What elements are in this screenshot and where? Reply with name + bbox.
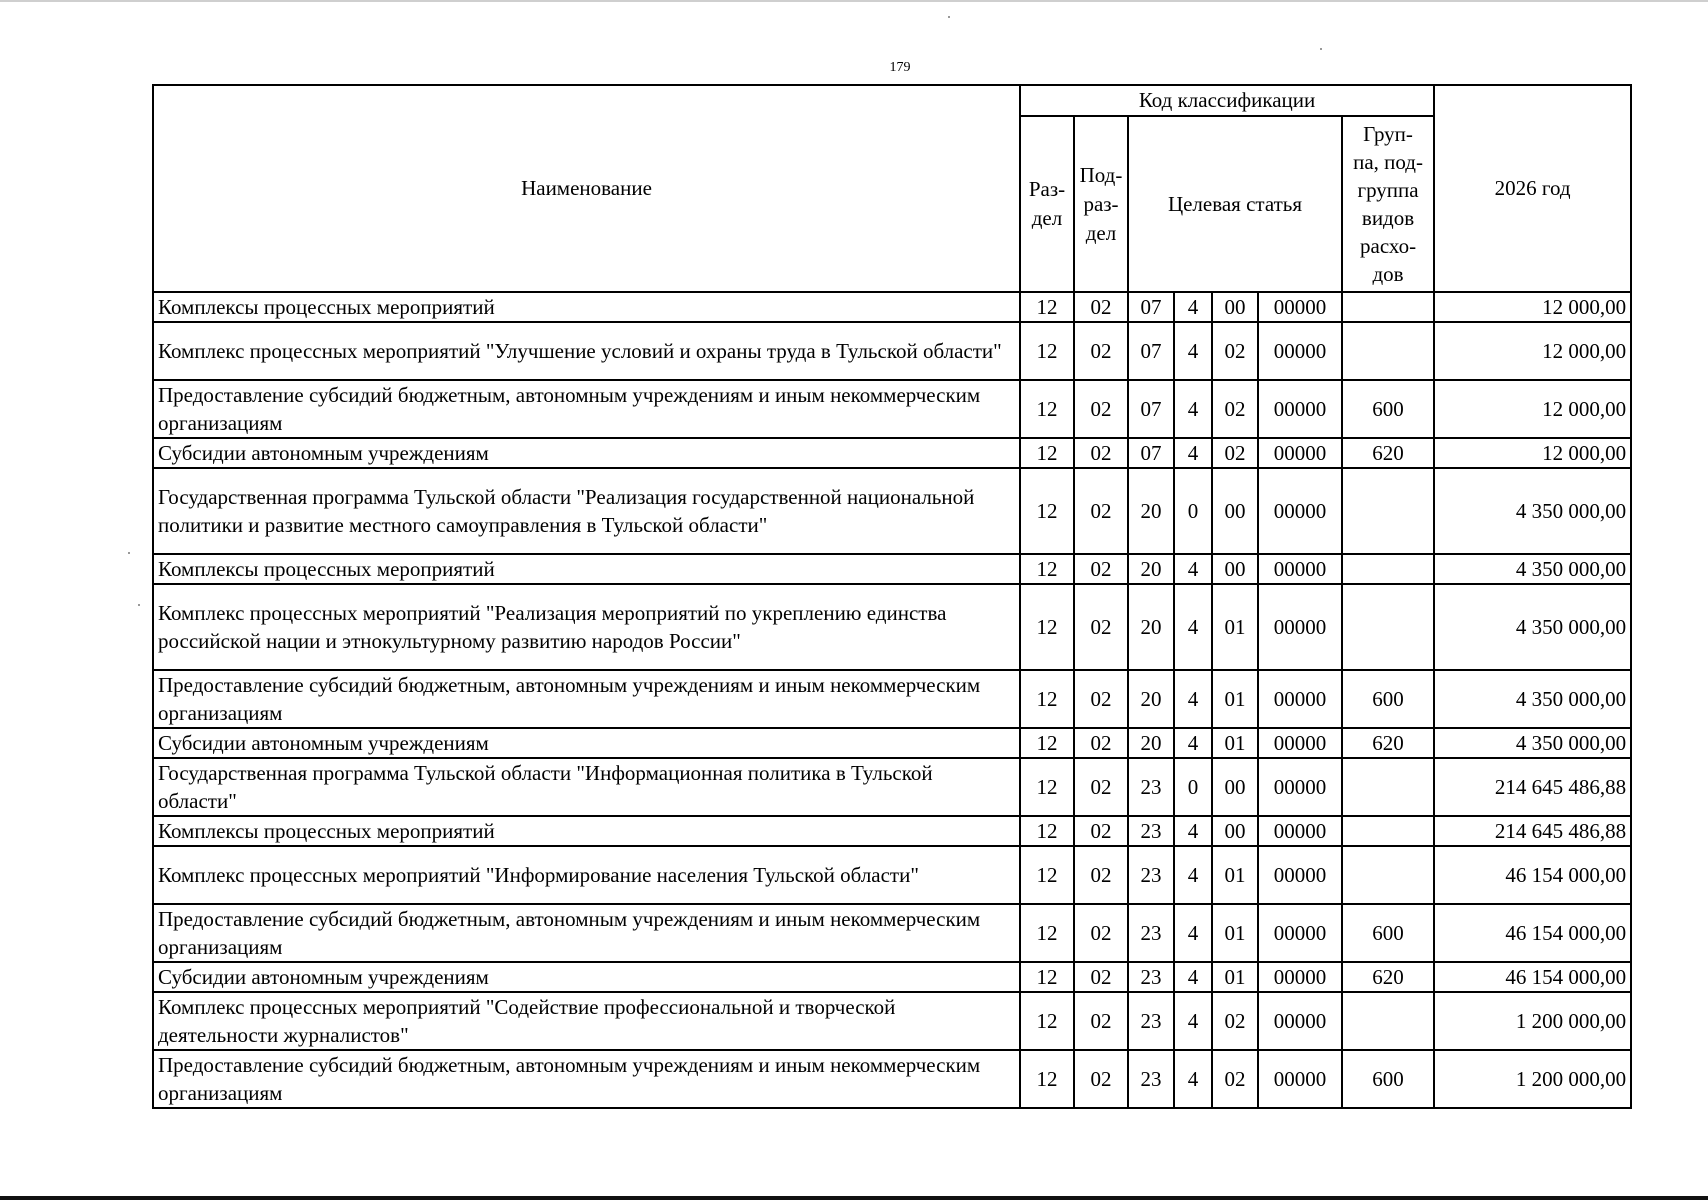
cell-expense-group: 600 <box>1342 670 1434 728</box>
cell-target-program: 20 <box>1128 728 1174 758</box>
cell-target-subprogram: 00 <box>1212 468 1258 554</box>
cell-target-program: 20 <box>1128 584 1174 670</box>
cell-target-program: 23 <box>1128 962 1174 992</box>
scan-speck <box>948 16 950 18</box>
cell-podrazdel: 02 <box>1074 1050 1128 1108</box>
cell-expense-group <box>1342 846 1434 904</box>
cell-target-subprogram: 01 <box>1212 846 1258 904</box>
cell-target-type: 4 <box>1174 380 1212 438</box>
cell-target-program: 23 <box>1128 846 1174 904</box>
cell-amount: 1 200 000,00 <box>1434 992 1631 1050</box>
cell-target-subprogram: 01 <box>1212 728 1258 758</box>
cell-expense-group <box>1342 584 1434 670</box>
cell-podrazdel: 02 <box>1074 322 1128 380</box>
cell-name: Предоставление субсидий бюджетным, автономным учреждениям и иным некоммерческим организациям <box>153 380 1020 438</box>
cell-target-type: 4 <box>1174 728 1212 758</box>
cell-target-direction: 00000 <box>1258 816 1342 846</box>
cell-amount: 12 000,00 <box>1434 292 1631 322</box>
header-year: 2026 год <box>1434 85 1631 292</box>
cell-target-type: 4 <box>1174 1050 1212 1108</box>
table-row <box>153 322 1631 380</box>
cell-expense-group: 620 <box>1342 728 1434 758</box>
cell-target-program: 23 <box>1128 816 1174 846</box>
cell-name: Субсидии автономным учреждениям <box>153 728 1020 758</box>
cell-name: Комплекс процессных мероприятий "Улучшение условий и охраны труда в Тульской области" <box>153 322 1020 380</box>
cell-expense-group <box>1342 292 1434 322</box>
cell-target-direction: 00000 <box>1258 904 1342 962</box>
cell-target-direction: 00000 <box>1258 468 1342 554</box>
cell-target-type: 0 <box>1174 468 1212 554</box>
cell-name: Субсидии автономным учреждениям <box>153 962 1020 992</box>
cell-amount: 4 350 000,00 <box>1434 468 1631 554</box>
table-row <box>153 380 1631 438</box>
cell-razdel: 12 <box>1020 728 1074 758</box>
cell-target-direction: 00000 <box>1258 728 1342 758</box>
cell-target-subprogram: 00 <box>1212 816 1258 846</box>
cell-razdel: 12 <box>1020 846 1074 904</box>
cell-target-program: 23 <box>1128 992 1174 1050</box>
cell-podrazdel: 02 <box>1074 670 1128 728</box>
cell-target-subprogram: 02 <box>1212 438 1258 468</box>
cell-name: Предоставление субсидий бюджетным, автономным учреждениям и иным некоммерческим организациям <box>153 904 1020 962</box>
cell-name: Комплекс процессных мероприятий "Содействие профессиональной и творческой деятельности журналистов" <box>153 992 1020 1050</box>
cell-razdel: 12 <box>1020 584 1074 670</box>
cell-amount: 4 350 000,00 <box>1434 554 1631 584</box>
cell-expense-group <box>1342 322 1434 380</box>
cell-target-subprogram: 02 <box>1212 992 1258 1050</box>
cell-name: Комплексы процессных мероприятий <box>153 554 1020 584</box>
cell-target-type: 4 <box>1174 438 1212 468</box>
cell-podrazdel: 02 <box>1074 728 1128 758</box>
table-row <box>153 468 1631 554</box>
cell-razdel: 12 <box>1020 292 1074 322</box>
cell-target-program: 20 <box>1128 468 1174 554</box>
cell-target-program: 07 <box>1128 380 1174 438</box>
table-row <box>153 846 1631 904</box>
cell-target-subprogram: 02 <box>1212 1050 1258 1108</box>
cell-target-program: 07 <box>1128 292 1174 322</box>
cell-target-type: 4 <box>1174 962 1212 992</box>
cell-target-program: 23 <box>1128 758 1174 816</box>
cell-target-direction: 00000 <box>1258 292 1342 322</box>
cell-expense-group <box>1342 554 1434 584</box>
table-row <box>153 728 1631 758</box>
cell-name: Предоставление субсидий бюджетным, автономным учреждениям и иным некоммерческим организациям <box>153 1050 1020 1108</box>
cell-target-direction: 00000 <box>1258 846 1342 904</box>
scan-speck <box>1320 48 1322 50</box>
cell-name: Государственная программа Тульской области "Информационная политика в Тульской области" <box>153 758 1020 816</box>
header-expense-group: Груп- па, под- группа видов расхо- дов <box>1342 116 1434 292</box>
cell-target-type: 4 <box>1174 904 1212 962</box>
cell-razdel: 12 <box>1020 380 1074 438</box>
cell-expense-group: 620 <box>1342 962 1434 992</box>
cell-name: Комплексы процессных мероприятий <box>153 816 1020 846</box>
header-target-article: Целевая статья <box>1128 116 1342 292</box>
cell-target-direction: 00000 <box>1258 758 1342 816</box>
cell-podrazdel: 02 <box>1074 554 1128 584</box>
table-row <box>153 670 1631 728</box>
cell-amount: 46 154 000,00 <box>1434 962 1631 992</box>
cell-razdel: 12 <box>1020 1050 1074 1108</box>
cell-target-program: 23 <box>1128 1050 1174 1108</box>
budget-table <box>152 84 1632 1109</box>
cell-target-direction: 00000 <box>1258 554 1342 584</box>
cell-expense-group <box>1342 816 1434 846</box>
cell-podrazdel: 02 <box>1074 468 1128 554</box>
cell-target-subprogram: 02 <box>1212 380 1258 438</box>
cell-expense-group: 600 <box>1342 380 1434 438</box>
cell-target-subprogram: 00 <box>1212 554 1258 584</box>
header-razdel: Раз- дел <box>1020 116 1074 292</box>
cell-razdel: 12 <box>1020 670 1074 728</box>
cell-podrazdel: 02 <box>1074 992 1128 1050</box>
cell-amount: 46 154 000,00 <box>1434 904 1631 962</box>
header-podrazdel: Под- раз- дел <box>1074 116 1128 292</box>
cell-expense-group: 600 <box>1342 1050 1434 1108</box>
scan-speck <box>138 604 140 606</box>
cell-name: Комплексы процессных мероприятий <box>153 292 1020 322</box>
cell-expense-group <box>1342 468 1434 554</box>
cell-target-type: 4 <box>1174 292 1212 322</box>
cell-razdel: 12 <box>1020 816 1074 846</box>
table-row <box>153 962 1631 992</box>
page-number: 179 <box>889 60 911 75</box>
cell-target-program: 07 <box>1128 322 1174 380</box>
table-row <box>153 816 1631 846</box>
cell-amount: 4 350 000,00 <box>1434 584 1631 670</box>
cell-podrazdel: 02 <box>1074 292 1128 322</box>
cell-target-subprogram: 01 <box>1212 962 1258 992</box>
cell-podrazdel: 02 <box>1074 962 1128 992</box>
cell-target-program: 20 <box>1128 670 1174 728</box>
table-row <box>153 554 1631 584</box>
cell-target-subprogram: 01 <box>1212 584 1258 670</box>
cell-podrazdel: 02 <box>1074 904 1128 962</box>
cell-target-subprogram: 01 <box>1212 670 1258 728</box>
table-header <box>153 85 1631 292</box>
cell-razdel: 12 <box>1020 758 1074 816</box>
cell-name: Государственная программа Тульской области "Реализация государственной национальной политики и развитие местного самоуправления в Тульской области" <box>153 468 1020 554</box>
cell-name: Субсидии автономным учреждениям <box>153 438 1020 468</box>
cell-target-direction: 00000 <box>1258 322 1342 380</box>
cell-podrazdel: 02 <box>1074 846 1128 904</box>
cell-expense-group: 600 <box>1342 904 1434 962</box>
cell-name: Комплекс процессных мероприятий "Информирование населения Тульской области" <box>153 846 1020 904</box>
cell-target-subprogram: 02 <box>1212 322 1258 380</box>
cell-amount: 4 350 000,00 <box>1434 728 1631 758</box>
cell-target-subprogram: 00 <box>1212 758 1258 816</box>
cell-amount: 4 350 000,00 <box>1434 670 1631 728</box>
cell-target-subprogram: 00 <box>1212 292 1258 322</box>
cell-name: Предоставление субсидий бюджетным, автономным учреждениям и иным некоммерческим организациям <box>153 670 1020 728</box>
cell-podrazdel: 02 <box>1074 758 1128 816</box>
cell-target-direction: 00000 <box>1258 670 1342 728</box>
cell-target-program: 23 <box>1128 904 1174 962</box>
cell-target-type: 4 <box>1174 322 1212 380</box>
cell-target-type: 4 <box>1174 992 1212 1050</box>
cell-target-direction: 00000 <box>1258 992 1342 1050</box>
cell-razdel: 12 <box>1020 438 1074 468</box>
header-name: Наименование <box>153 85 1020 292</box>
cell-target-program: 20 <box>1128 554 1174 584</box>
cell-target-type: 4 <box>1174 670 1212 728</box>
cell-target-direction: 00000 <box>1258 1050 1342 1108</box>
cell-podrazdel: 02 <box>1074 584 1128 670</box>
cell-amount: 12 000,00 <box>1434 438 1631 468</box>
table-row <box>153 992 1631 1050</box>
cell-razdel: 12 <box>1020 962 1074 992</box>
cell-amount: 46 154 000,00 <box>1434 846 1631 904</box>
cell-target-type: 4 <box>1174 554 1212 584</box>
cell-razdel: 12 <box>1020 554 1074 584</box>
table-row <box>153 292 1631 322</box>
cell-expense-group <box>1342 758 1434 816</box>
table-row <box>153 758 1631 816</box>
cell-target-type: 0 <box>1174 758 1212 816</box>
cell-razdel: 12 <box>1020 468 1074 554</box>
cell-razdel: 12 <box>1020 904 1074 962</box>
table-row <box>153 584 1631 670</box>
table-row <box>153 904 1631 962</box>
scan-speck <box>128 552 130 554</box>
cell-podrazdel: 02 <box>1074 438 1128 468</box>
table-body <box>153 292 1631 1108</box>
cell-name: Комплекс процессных мероприятий "Реализация мероприятий по укреплению единства российской нации и этнокультурному развитию народов России" <box>153 584 1020 670</box>
cell-target-program: 07 <box>1128 438 1174 468</box>
cell-target-direction: 00000 <box>1258 584 1342 670</box>
cell-target-subprogram: 01 <box>1212 904 1258 962</box>
cell-expense-group: 620 <box>1342 438 1434 468</box>
cell-amount: 214 645 486,88 <box>1434 758 1631 816</box>
cell-target-type: 4 <box>1174 846 1212 904</box>
header-classification: Код классификации <box>1020 85 1434 116</box>
cell-expense-group <box>1342 992 1434 1050</box>
cell-target-direction: 00000 <box>1258 380 1342 438</box>
cell-podrazdel: 02 <box>1074 380 1128 438</box>
table-row <box>153 1050 1631 1108</box>
table-row <box>153 438 1631 468</box>
page-bottom-edge <box>0 1196 1708 1200</box>
cell-amount: 12 000,00 <box>1434 322 1631 380</box>
cell-target-type: 4 <box>1174 816 1212 846</box>
page-top-edge <box>0 0 1708 2</box>
cell-amount: 214 645 486,88 <box>1434 816 1631 846</box>
cell-target-direction: 00000 <box>1258 962 1342 992</box>
cell-razdel: 12 <box>1020 322 1074 380</box>
cell-razdel: 12 <box>1020 992 1074 1050</box>
cell-podrazdel: 02 <box>1074 816 1128 846</box>
cell-amount: 1 200 000,00 <box>1434 1050 1631 1108</box>
cell-target-type: 4 <box>1174 584 1212 670</box>
cell-target-direction: 00000 <box>1258 438 1342 468</box>
cell-amount: 12 000,00 <box>1434 380 1631 438</box>
